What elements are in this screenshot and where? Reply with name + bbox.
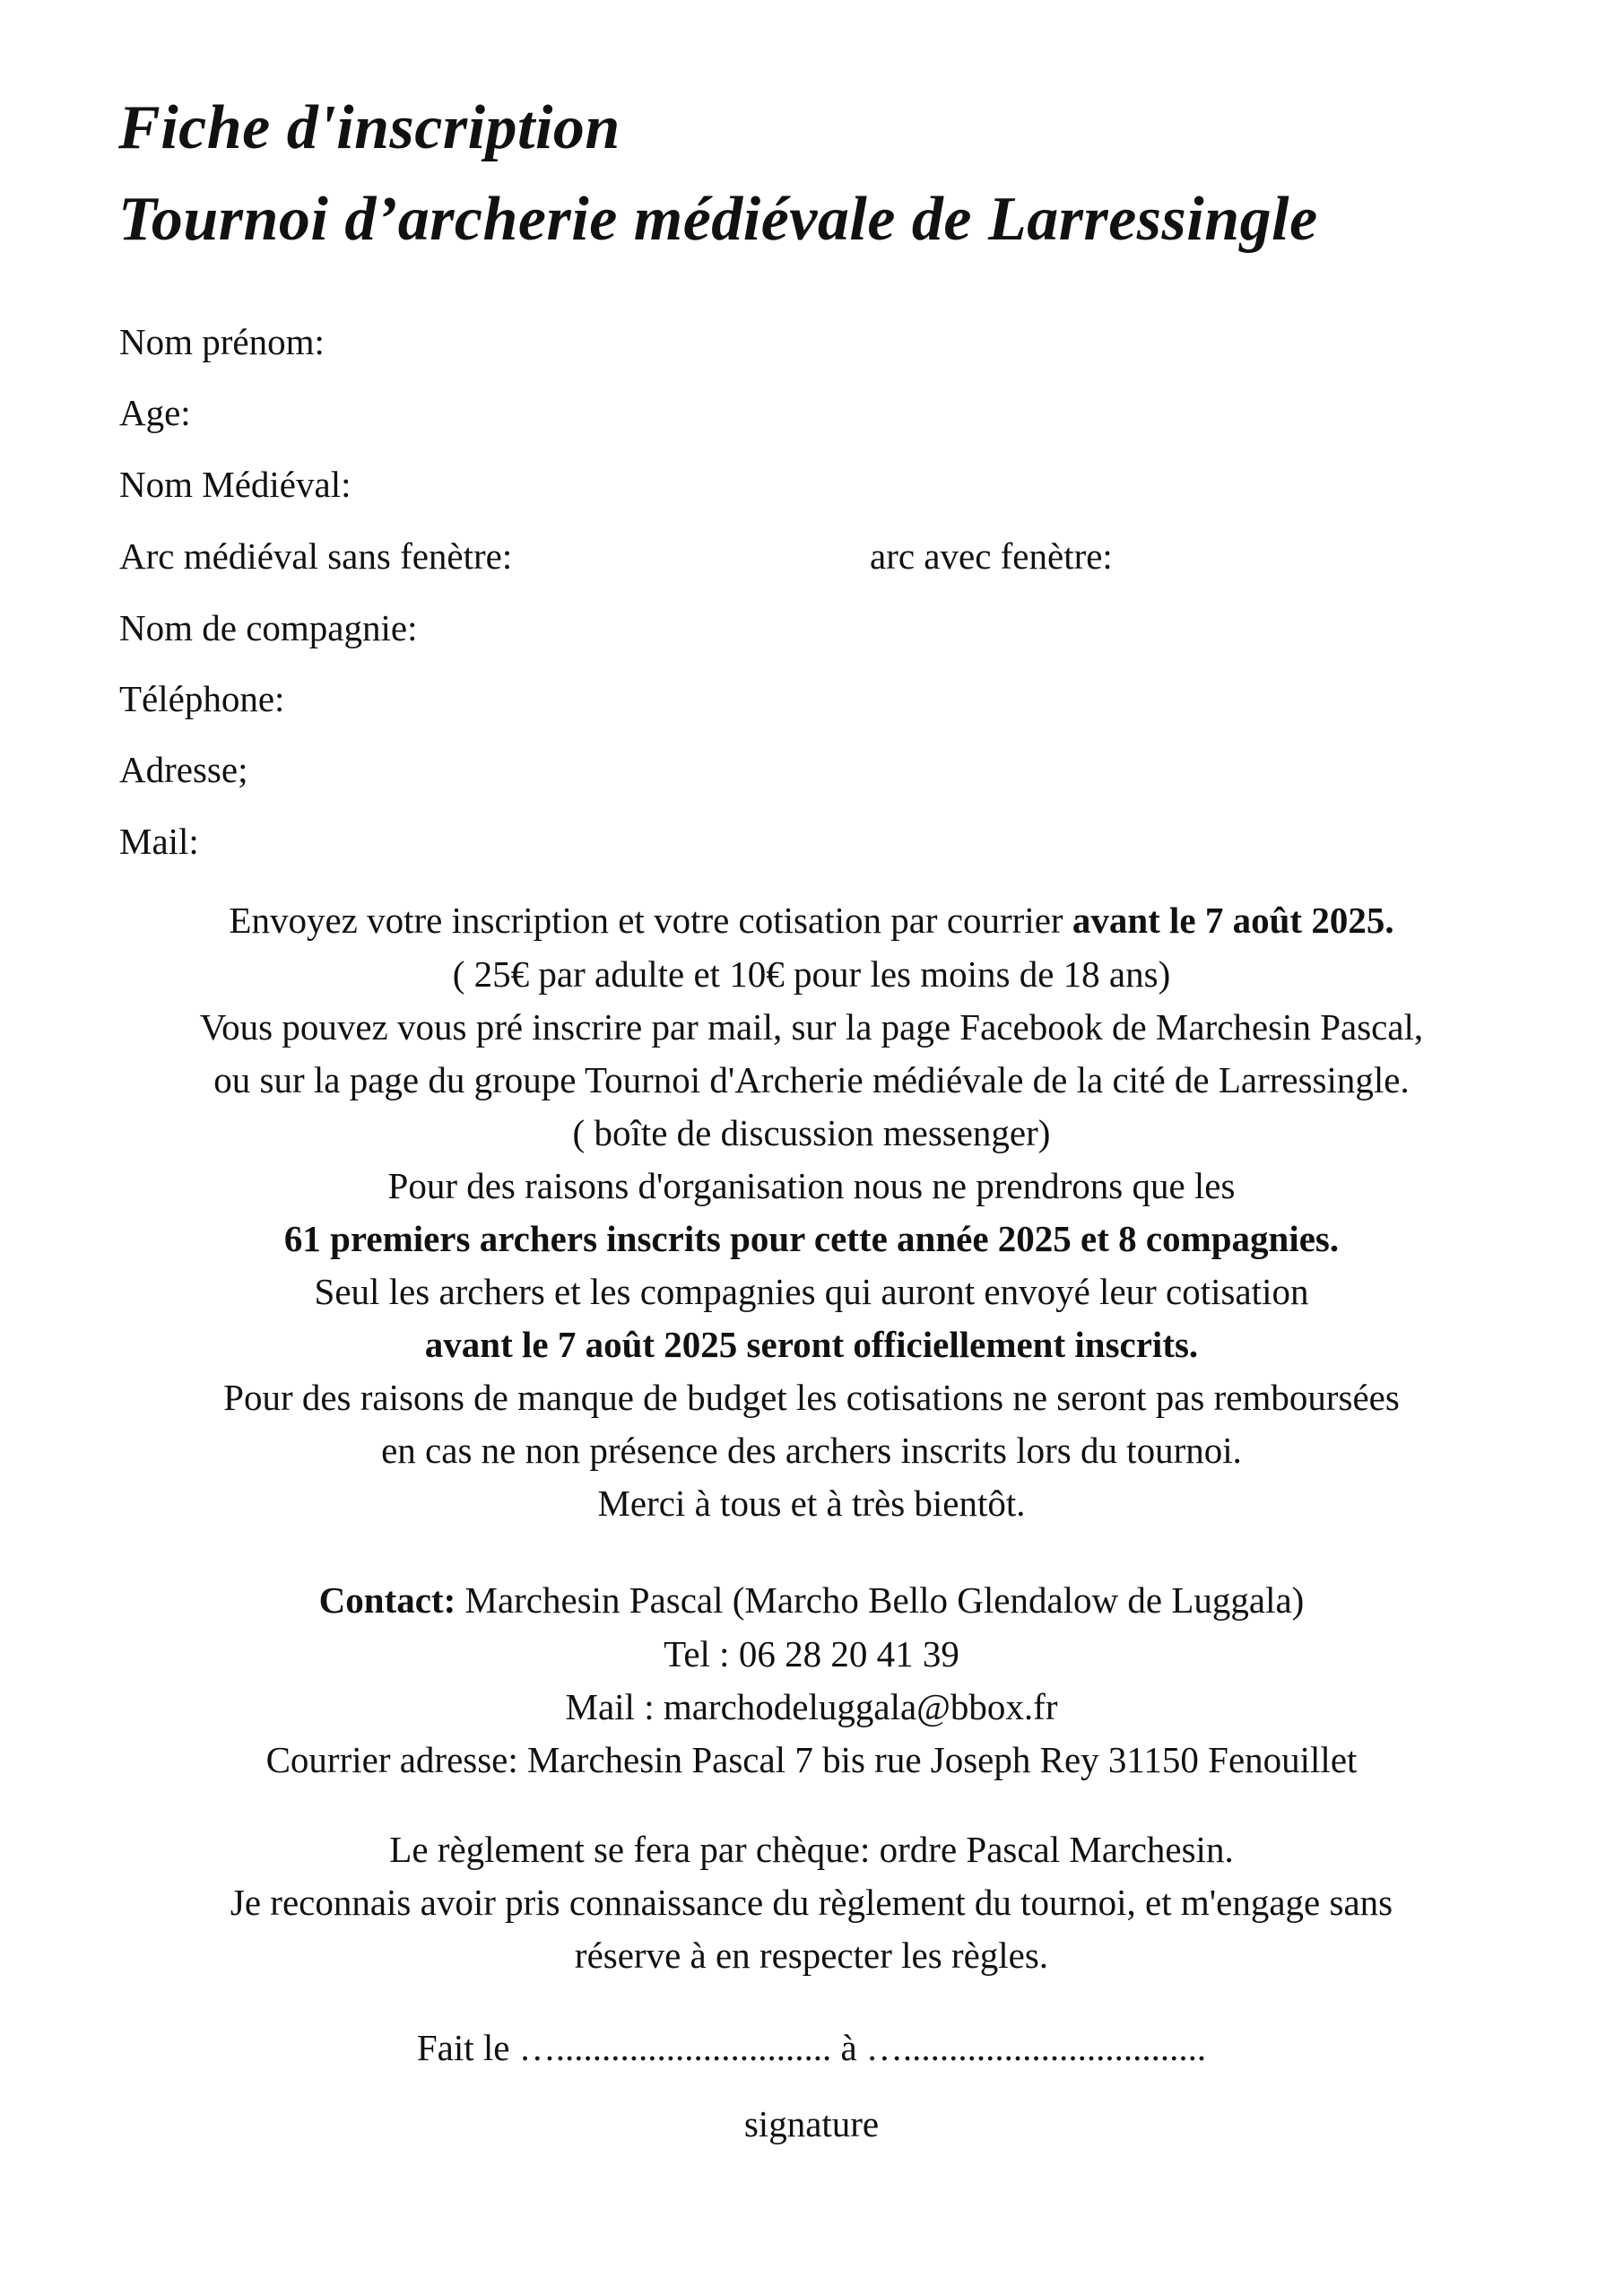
field-telephone: Téléphone: [119, 678, 285, 719]
info-line-3: Vous pouvez vous pré inscrire par mail, sur la page Facebook de Marchesin Pascal, [199, 1006, 1424, 1048]
info-line-12: Merci à tous et à très bientôt. [597, 1483, 1026, 1524]
info-line-11: en cas ne non présence des archers inscrits lors du tournoi. [381, 1430, 1242, 1471]
field-adresse: Adresse; [119, 749, 248, 790]
field-age: Age: [119, 392, 191, 433]
reglement-line-3: réserve à en respecter les règles. [574, 1935, 1049, 1976]
reglement-line-1: Le règlement se fera par chèque: ordre Pascal Marchesin. [389, 1829, 1234, 1870]
info-line-5: ( boîte de discussion messenger) [572, 1112, 1051, 1153]
field-nom-prenom: Nom prénom: [119, 321, 325, 362]
field-mail: Mail: [119, 821, 199, 862]
contact-label: Contact: [318, 1579, 456, 1621]
info-line-1-deadline: avant le 7 août 2025. [1072, 900, 1394, 941]
info-line-6: Pour des raisons d'organisation nous ne prendrons que les [387, 1165, 1236, 1206]
fait-le-line: Fait le ….............................. à …................................. [416, 2027, 1207, 2068]
info-line-10: Pour des raisons de manque de budget les cotisations ne seront pas remboursées [223, 1377, 1400, 1418]
contact-courrier: Courrier adresse: Marchesin Pascal 7 bis rue Joseph Rey 31150 Fenouillet [265, 1739, 1358, 1780]
form-title: Fiche d'inscription [118, 93, 621, 162]
tournament-title: Tournoi d’archerie médiévale de Larressingle [118, 185, 1318, 254]
info-line-1 [0, 902, 1623, 939]
signature-label: signature [743, 2103, 880, 2144]
info-line-7: 61 premiers archers inscrits pour cette année 2025 et 8 compagnies. [283, 1218, 1340, 1259]
contact-line [0, 1579, 1623, 1621]
info-line-4: ou sur la page du groupe Tournoi d'Archerie médiévale de la cité de Larressingle. [213, 1059, 1410, 1100]
contact-mail: Mail : marchodeluggala@bbox.fr [565, 1686, 1058, 1727]
field-arc-sans-fenetre: Arc médiéval sans fenètre: [119, 535, 513, 577]
reglement-line-2: Je reconnais avoir pris connaissance du règlement du tournoi, et m'engage sans [230, 1882, 1393, 1923]
field-nom-medieval: Nom Médiéval: [119, 464, 352, 505]
info-line-8: Seul les archers et les compagnies qui auront envoyé leur cotisation [314, 1271, 1309, 1312]
info-line-2: ( 25€ par adulte et 10€ pour les moins de 18 ans) [452, 953, 1171, 995]
info-line-1-text: Envoyez votre inscription et votre cotisation par courrier [229, 900, 1072, 941]
contact-tel: Tel : 06 28 20 41 39 [664, 1633, 959, 1674]
field-arc-avec-fenetre: arc avec fenètre: [870, 535, 1113, 577]
info-line-9: avant le 7 août 2025 seront officiellement inscrits. [424, 1324, 1199, 1365]
field-nom-compagnie: Nom de compagnie: [119, 607, 418, 648]
contact-name: Marchesin Pascal (Marcho Bello Glendalow de Luggala) [456, 1579, 1305, 1621]
